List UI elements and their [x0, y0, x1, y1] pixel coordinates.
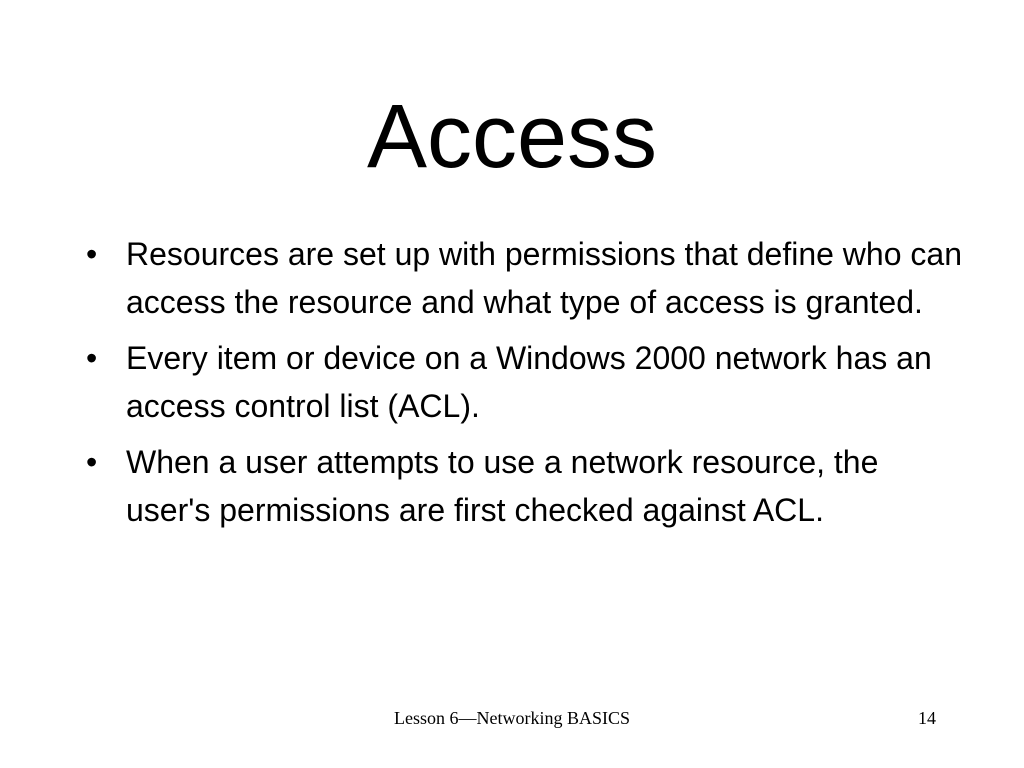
page-number: 14 [918, 708, 936, 728]
bullet-item [86, 230, 966, 326]
footer-text: Lesson 6—Networking BASICS [393, 708, 630, 728]
bullet-icon: • [86, 444, 98, 480]
bullet-icon: • [86, 340, 98, 376]
bullet-item [86, 438, 966, 534]
bullet-item [86, 334, 966, 430]
bullet-text: When a user attempts to use a network resource, the user's permissions are first checked against ACL. [126, 444, 879, 528]
bullet-text: Every item or device on a Windows 2000 network has an access control list (ACL). [126, 340, 932, 424]
bullet-list [86, 230, 966, 542]
bullet-icon: • [86, 236, 98, 272]
bullet-text: Resources are set up with permissions that define who can access the resource and what type of access is granted. [126, 236, 962, 320]
slide-title: Access [366, 87, 658, 187]
